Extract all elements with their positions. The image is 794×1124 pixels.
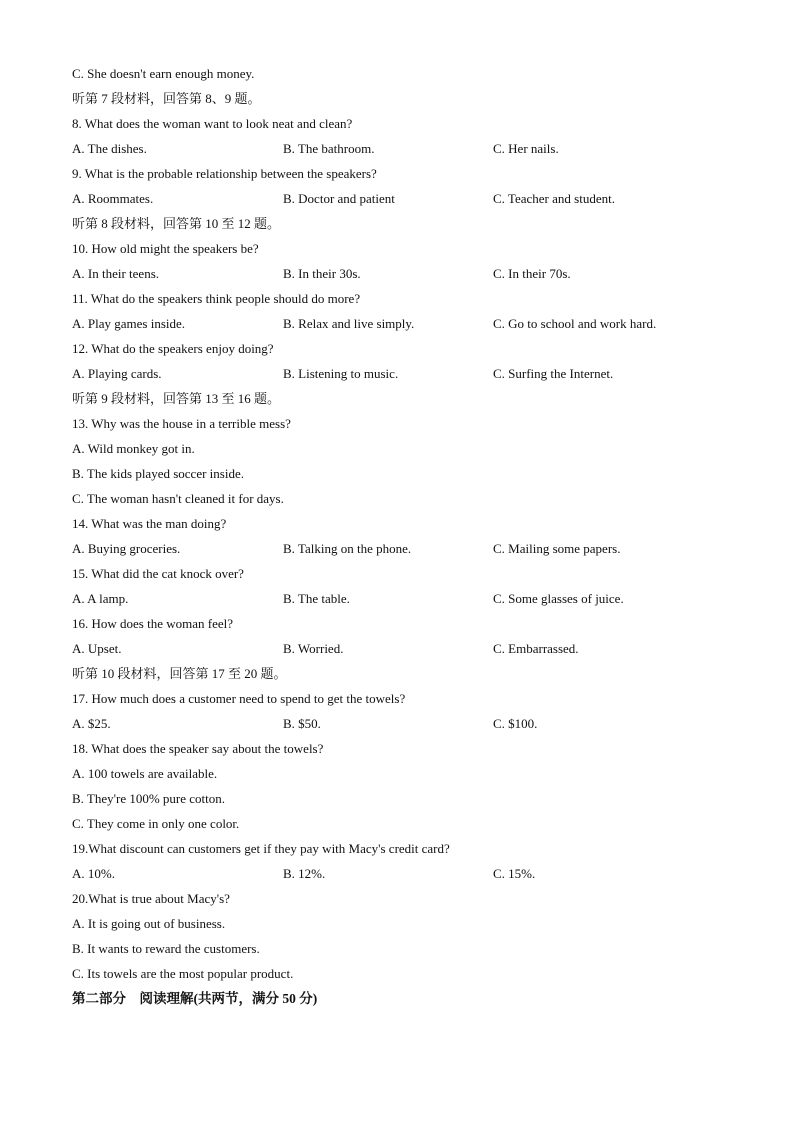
section-heading: 第二部分 阅读理解(共两节，满分 50 分) (72, 991, 318, 1006)
question-text: 15. What did the cat knock over? (72, 566, 244, 581)
page-content (72, 63, 722, 1013)
question-text: 11. What do the speakers think people should do more? (72, 291, 361, 306)
question-text: 16. How does the woman feel? (72, 616, 234, 631)
question-text: 17. How much does a customer need to spend to get the towels? (72, 691, 406, 706)
answer-option: C. The woman hasn't cleaned it for days. (72, 491, 284, 506)
answer-option-b: B. Doctor and patient (283, 191, 395, 206)
question-text: 8. What does the woman want to look neat and clean? (72, 116, 353, 131)
answer-option: A. Wild monkey got in. (72, 441, 195, 456)
listening-instruction: 听第 10 段材料，回答第 17 至 20 题。 (72, 666, 287, 681)
answer-option-c: C. Teacher and student. (493, 191, 615, 206)
answer-option-c: C. Go to school and work hard. (493, 316, 657, 331)
answer-option-a: A. Roommates. (72, 191, 154, 206)
answer-option-b: B. $50. (283, 716, 321, 731)
listening-instruction: 听第 7 段材料，回答第 8、9 题。 (72, 91, 261, 106)
answer-option-a: A. A lamp. (72, 591, 129, 606)
answer-option-c: C. $100. (493, 716, 538, 731)
answer-option-b: B. Talking on the phone. (283, 541, 412, 556)
answer-options-row (72, 313, 722, 338)
answer-options-row (72, 713, 722, 738)
answer-option-a: A. Buying groceries. (72, 541, 181, 556)
answer-option-a: A. Upset. (72, 641, 122, 656)
answer-option-b: B. The bathroom. (283, 141, 375, 156)
answer-option: C. They come in only one color. (72, 816, 240, 831)
answer-option-a: A. In their teens. (72, 266, 160, 281)
answer-option: B. The kids played soccer inside. (72, 466, 244, 481)
answer-option-c: C. Embarrassed. (493, 641, 579, 656)
answer-option: C. She doesn't earn enough money. (72, 66, 255, 81)
answer-option-c: C. Surfing the Internet. (493, 366, 614, 381)
answer-options-row (72, 138, 722, 163)
question-text: 14. What was the man doing? (72, 516, 227, 531)
answer-option-c: C. Mailing some papers. (493, 541, 621, 556)
answer-options-row (72, 538, 722, 563)
question-text: 19.What discount can customers get if they pay with Macy's credit card? (72, 841, 450, 856)
answer-options-row (72, 638, 722, 663)
answer-option-c: C. Some glasses of juice. (493, 591, 624, 606)
answer-option: B. They're 100% pure cotton. (72, 791, 226, 806)
question-text: 9. What is the probable relationship between the speakers? (72, 166, 377, 181)
listening-instruction: 听第 8 段材料，回答第 10 至 12 题。 (72, 216, 281, 231)
answer-options-row (72, 588, 722, 613)
question-text: 18. What does the speaker say about the towels? (72, 741, 324, 756)
answer-option-a: A. $25. (72, 716, 111, 731)
answer-option-b: B. The table. (283, 591, 350, 606)
answer-option-c: C. In their 70s. (493, 266, 571, 281)
answer-option-b: B. 12%. (283, 866, 326, 881)
listening-instruction: 听第 9 段材料，回答第 13 至 16 题。 (72, 391, 281, 406)
answer-option-c: C. Her nails. (493, 141, 559, 156)
answer-options-row (72, 863, 722, 888)
answer-option: A. It is going out of business. (72, 916, 226, 931)
answer-option-b: B. Worried. (283, 641, 344, 656)
answer-option-c: C. 15%. (493, 866, 536, 881)
answer-option-b: B. In their 30s. (283, 266, 361, 281)
answer-option-b: B. Relax and live simply. (283, 316, 415, 331)
answer-option-a: A. Playing cards. (72, 366, 162, 381)
question-text: 12. What do the speakers enjoy doing? (72, 341, 274, 356)
answer-option: A. 100 towels are available. (72, 766, 218, 781)
answer-option: B. It wants to reward the customers. (72, 941, 260, 956)
answer-option-b: B. Listening to music. (283, 366, 399, 381)
question-text: 20.What is true about Macy's? (72, 891, 230, 906)
answer-option-a: A. Play games inside. (72, 316, 186, 331)
answer-options-row (72, 263, 722, 288)
question-text: 13. Why was the house in a terrible mess? (72, 416, 291, 431)
answer-options-row (72, 188, 722, 213)
answer-option-a: A. 10%. (72, 866, 115, 881)
question-text: 10. How old might the speakers be? (72, 241, 259, 256)
answer-option: C. Its towels are the most popular product. (72, 966, 294, 981)
answer-option-a: A. The dishes. (72, 141, 147, 156)
answer-options-row (72, 363, 722, 388)
